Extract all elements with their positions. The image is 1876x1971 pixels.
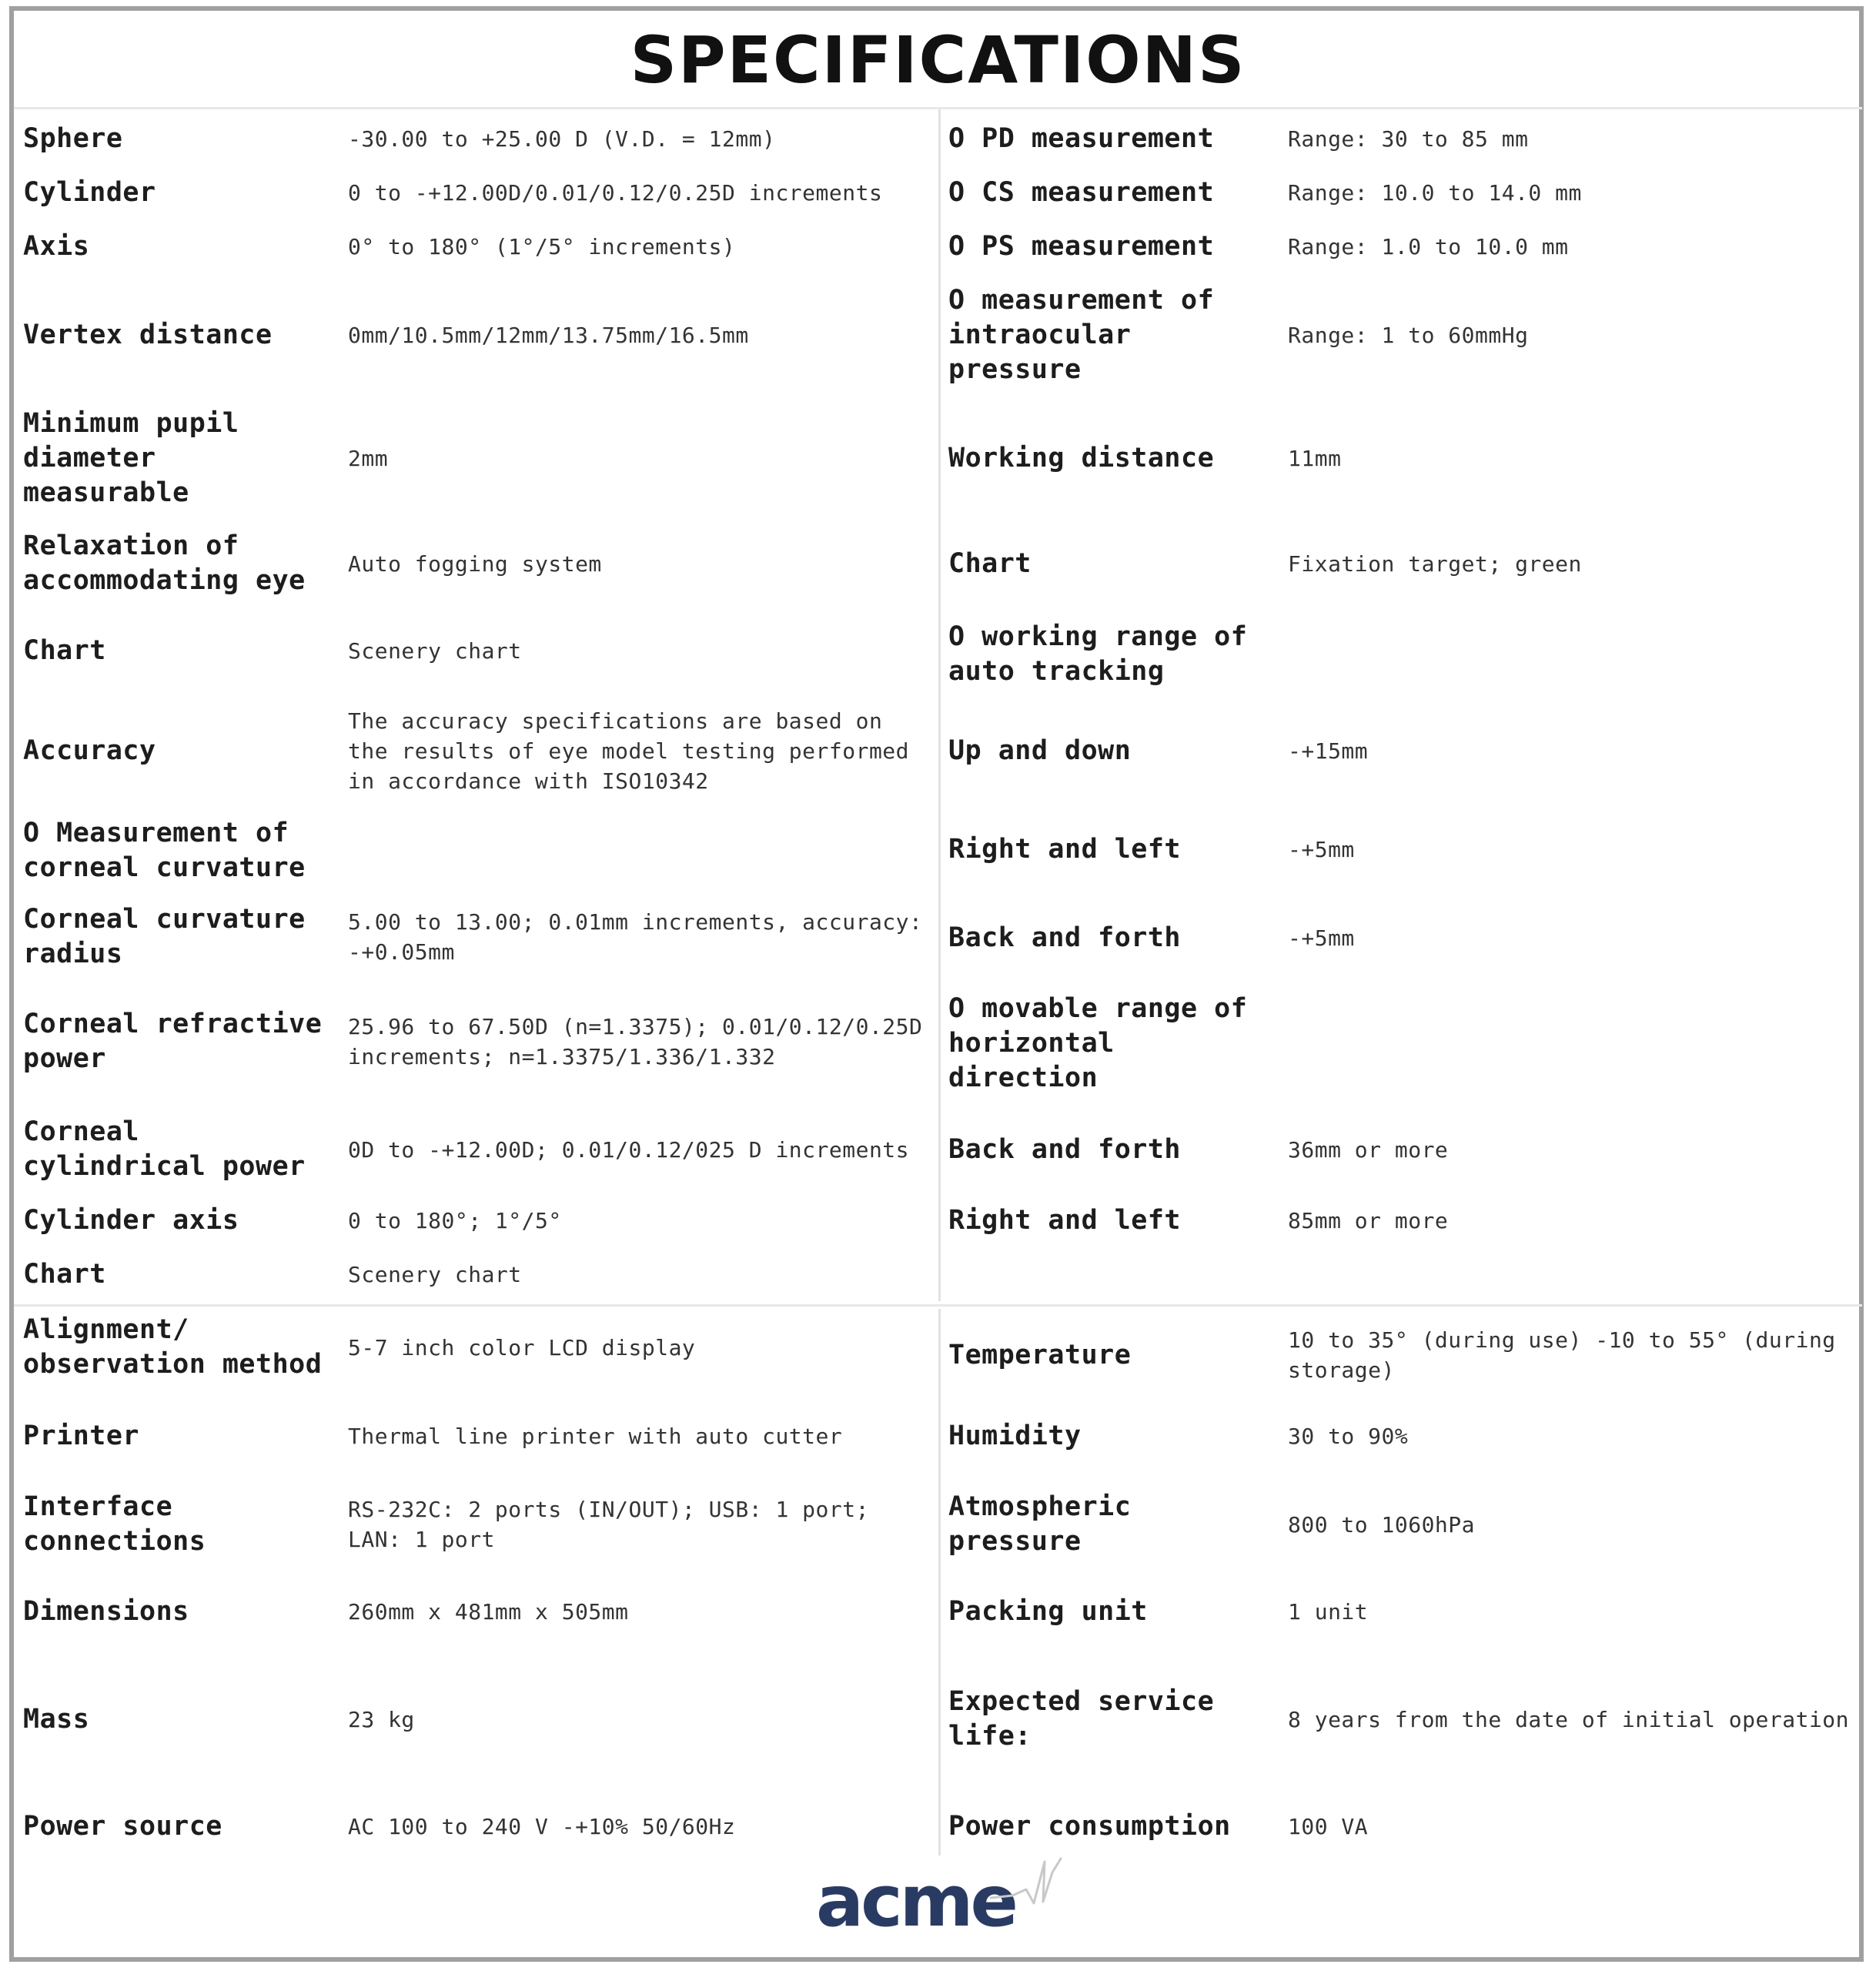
spec-label: O measurement of intraocular pressure: [948, 284, 1215, 385]
spec-label: Cylinder axis: [23, 1204, 239, 1236]
spec-label: Chart: [23, 634, 106, 666]
spec-value: Range: 30 to 85 mm: [1288, 125, 1529, 152]
spec-value: 0 to -+12.00D/0.01/0.12/0.25D increments: [348, 179, 883, 206]
spec-label: Cylinder: [23, 176, 156, 208]
spec-label: Temperature: [948, 1339, 1132, 1370]
column-divider: [938, 109, 941, 1301]
spec-label: O PD measurement: [948, 122, 1215, 154]
spec-label: Atmospheric pressure: [948, 1491, 1132, 1557]
pulse-line-icon: [989, 1856, 1062, 1917]
spec-value: 85mm or more: [1288, 1207, 1449, 1233]
spec-value: 260mm x 481mm x 505mm: [348, 1598, 629, 1625]
spec-value: 800 to 1060hPa: [1288, 1511, 1476, 1538]
spec-value: -+5mm: [1288, 925, 1355, 951]
spec-value: 0mm/10.5mm/12mm/13.75mm/16.5mm: [348, 322, 749, 348]
spec-value: 0° to 180° (1°/5° increments): [348, 233, 736, 259]
spec-label: O Measurement of corneal curvature: [23, 818, 306, 883]
spec-value: The accuracy specifications are based on the results of eye model testing performed in accordance with ISO10342: [348, 708, 910, 794]
spec-value: Range: 1 to 60mmHg: [1288, 322, 1529, 348]
spec-value: 0 to 180°; 1°/5°: [348, 1207, 562, 1233]
spec-label: Back and forth: [948, 922, 1182, 953]
spec-value: 36mm or more: [1288, 1136, 1449, 1163]
spec-label: O CS measurement: [948, 176, 1215, 208]
spec-value: [1288, 986, 1858, 1101]
spec-label: Working distance: [948, 442, 1215, 474]
spec-label: Power consumption: [948, 1810, 1231, 1842]
spec-value: 100 VA: [1288, 1813, 1369, 1839]
spec-label: Sphere: [23, 122, 123, 154]
spec-value: AC 100 to 240 V -+10% 50/60Hz: [348, 1813, 736, 1839]
spec-value: -+15mm: [1288, 738, 1369, 764]
spec-label: Interface connections: [23, 1491, 206, 1557]
spec-value: 8 years from the date of initial operation: [1288, 1706, 1850, 1732]
spec-label: Alignment/ observation method: [23, 1314, 323, 1380]
spec-label: Chart: [948, 547, 1032, 579]
spec-value: 10 to 35° (during use) -10 to 55° (during storage): [1288, 1327, 1836, 1383]
spec-label: Printer: [23, 1420, 140, 1451]
spec-label: Right and left: [948, 833, 1182, 865]
spec-value: RS-232C: 2 ports (IN/OUT); USB: 1 port; LAN: 1 port: [348, 1497, 869, 1552]
spec-value: Scenery chart: [348, 637, 522, 664]
spec-label: Up and down: [948, 735, 1132, 766]
spec-label: Packing unit: [948, 1595, 1148, 1627]
spec-label: Power source: [23, 1810, 222, 1842]
spec-value: 5-7 inch color LCD display: [348, 1334, 696, 1360]
spec-label: Minimum pupil diameter measurable: [23, 407, 239, 508]
brand-logo: [816, 1856, 1062, 1948]
spec-value: Auto fogging system: [348, 550, 602, 577]
spec-label: Corneal refractive power: [23, 1009, 323, 1074]
spec-value: 1 unit: [1288, 1598, 1369, 1625]
spec-value: Thermal line printer with auto cutter: [348, 1423, 843, 1449]
spec-label: O PS measurement: [948, 230, 1215, 262]
spec-label: Back and forth: [948, 1133, 1182, 1165]
spec-label: Relaxation of accommodating eye: [23, 530, 306, 596]
spec-value: 2mm: [348, 445, 389, 471]
section-divider: [14, 1304, 1862, 1307]
spec-value: 25.96 to 67.50D (n=1.3375); 0.01/0.12/0.25D increments; n=1.3375/1.336/1.332: [348, 1014, 923, 1069]
spec-value: 11mm: [1288, 445, 1342, 471]
spec-label: O working range of auto tracking: [948, 621, 1248, 687]
spec-value: Range: 10.0 to 14.0 mm: [1288, 179, 1582, 206]
spec-value: Fixation target; green: [1288, 550, 1582, 577]
spec-value: 30 to 90%: [1288, 1423, 1409, 1449]
spec-value: [1288, 616, 1858, 693]
logo-wordmark: acme: [816, 1860, 1015, 1943]
spec-value: [348, 812, 933, 889]
spec-label: O movable range of horizontal direction: [948, 992, 1248, 1093]
spec-label: Dimensions: [23, 1595, 189, 1627]
spec-label: Corneal curvature radius: [23, 904, 306, 969]
spec-value: 0D to -+12.00D; 0.01/0.12/025 D increments: [348, 1136, 910, 1163]
spec-label: Accuracy: [23, 735, 156, 766]
page-title: SPECIFICATIONS: [630, 22, 1246, 98]
spec-label: Expected service life:: [948, 1686, 1215, 1752]
spec-value: 5.00 to 13.00; 0.01mm increments, accuracy: -+0.05mm: [348, 909, 923, 965]
column-divider: [938, 1309, 941, 1856]
spec-value: Range: 1.0 to 10.0 mm: [1288, 233, 1569, 259]
spec-label: Chart: [23, 1258, 106, 1290]
spec-value: 23 kg: [348, 1706, 415, 1732]
spec-label: Vertex distance: [23, 319, 273, 350]
spec-label: Right and left: [948, 1204, 1182, 1236]
spec-label: Mass: [23, 1703, 90, 1735]
spec-label: Humidity: [948, 1420, 1082, 1451]
spec-value: -+5mm: [1288, 836, 1355, 862]
spec-label: Axis: [23, 230, 90, 262]
spec-value: -30.00 to +25.00 D (V.D. = 12mm): [348, 125, 776, 152]
spec-label: Corneal cylindrical power: [23, 1116, 306, 1182]
spec-value: Scenery chart: [348, 1261, 522, 1287]
